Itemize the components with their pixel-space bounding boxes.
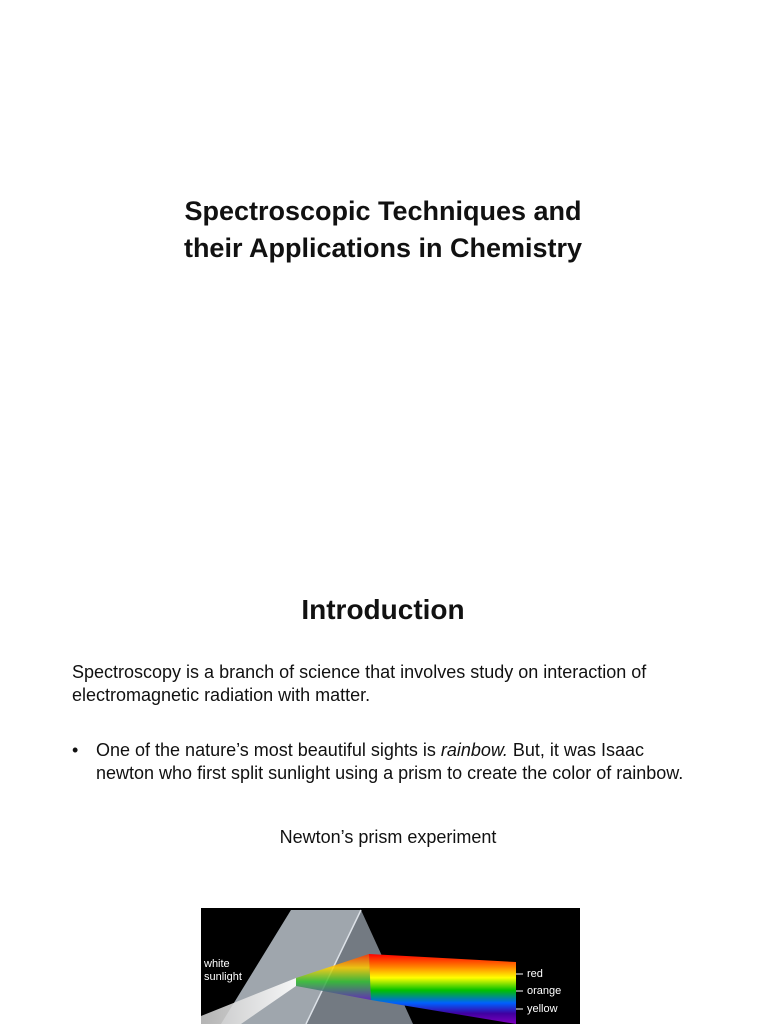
intro-paragraph: Spectroscopy is a branch of science that involves study on interaction of electromagnetic radiation with matter. xyxy=(72,662,647,705)
red-label: red xyxy=(527,968,543,980)
bullet-text-start: One of the nature’s most beautiful sights is xyxy=(96,740,441,760)
bullet-text xyxy=(96,739,696,785)
figure-caption: Newton’s prism experiment xyxy=(279,827,497,847)
title-line-1: Spectroscopic Techniques and xyxy=(184,196,582,226)
sunlight-label: sunlight xyxy=(204,971,242,983)
prism-figure xyxy=(201,908,580,1024)
prism-illustration xyxy=(201,908,580,1024)
bullet-marker: • xyxy=(72,740,79,760)
title-line-2: their Applications in Chemistry xyxy=(183,233,583,263)
yellow-label: yellow xyxy=(527,1003,558,1015)
orange-label: orange xyxy=(527,985,562,997)
white-label: white xyxy=(204,958,230,970)
section-heading: Introduction xyxy=(301,594,465,625)
bullet-text-end: But, it was Isaac newton who first split sunlight using a prism to create the color of rainbow. xyxy=(96,740,684,783)
rainbow-emphasis: rainbow. xyxy=(440,740,508,760)
page-title xyxy=(0,193,766,267)
